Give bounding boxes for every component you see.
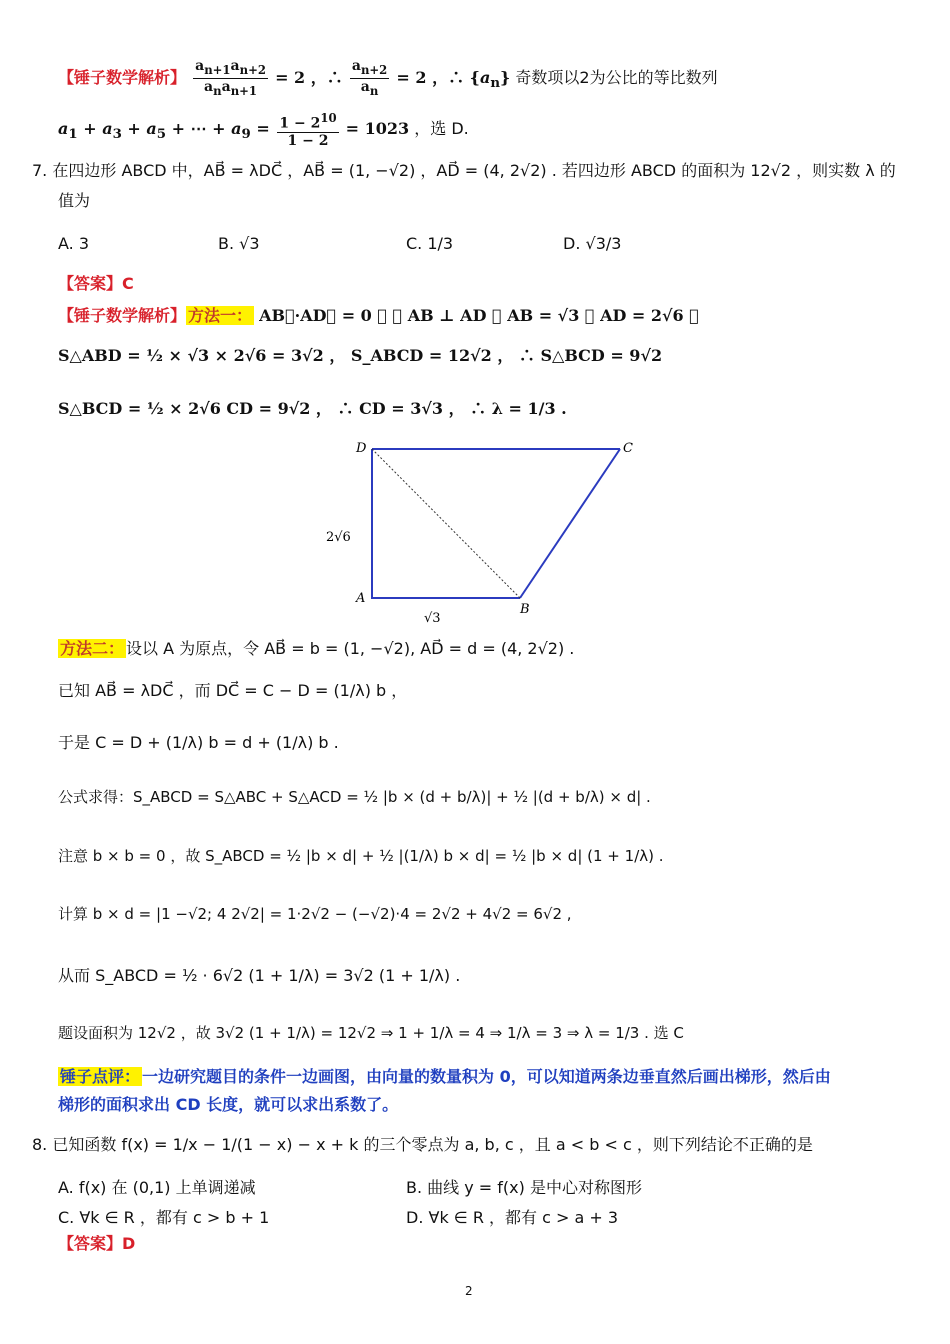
q7-option-c: C. 1/3 [406,234,454,253]
q7-method2-line6: 计算 b × d = |1 −√2; 4 2√2| = 1·2√2 − (−√2)·4 = 2√2 + 4√2 = 6√2 , [58,905,572,923]
label-a: A [356,591,366,606]
q7-method2-line1 [58,638,574,660]
q7-option-a: A. 3 [58,234,90,253]
diagonal-db [372,449,520,598]
q8-option-d: D. ∀k ∈ R ，都有 c > a + 3 [406,1208,619,1227]
q7-stem: 7. 在四边形 ABCD 中，AB⃗ = λDC⃗ ，AB⃗ = (1, −√2) ，AD⃗ = (4, 2√2) . 若四边形 ABCD 的面积为 12√2 ，则实数 λ 的 [32,161,896,180]
comment-label: 锤子点评： [60,1067,141,1086]
q8-option-b: B. 曲线 y = f(x) 是中心对称图形 [406,1178,642,1197]
q7-method2-line4: 公式求得：S_ABCD = S△ABC + S△ACD = ½ |b × (d + b/λ)| + ½ |(d + b/λ) × d| . [58,788,651,806]
m1-line1: AB⃗·AD⃗ = 0 ， ∴ AB ⊥ AD ， AB = √3 ， AD = 2√6 ， [259,306,699,325]
q7-comment-line1 [58,1066,831,1088]
q7-method2-line3: 于是 C = D + (1/λ) b = d + (1/λ) b . [58,733,339,752]
q7-method2-line8: 题设面积为 12√2 ，故 3√2 (1 + 1/λ) = 12√2 ⇒ 1 + 1/λ = 4 ⇒ 1/λ = 3 ⇒ λ = 1/3 . 选 C [58,1024,684,1042]
label-bottom-length: √3 [424,611,441,626]
page-number: 2 [465,1284,473,1298]
q7-method2-line2: 已知 AB⃗ = λDC⃗ ，而 DC⃗ = C − D = (1/λ) b ， [58,681,408,700]
q7-method2-line5: 注意 b × b = 0 ，故 S_ABCD = ½ |b × d| + ½ |(1/λ) b × d| = ½ |b × d| (1 + 1/λ) . [58,847,664,865]
label-left-length: 2√6 [326,530,351,545]
side-cb [520,449,620,598]
method2-label: 方法二： [60,639,125,658]
q7-method1-line2: S△ABD = ½ × √3 × 2√6 = 3√2 ， S_ABCD = 12√2 ， ∴ S△BCD = 9√2 [58,346,663,365]
solution-tag: 【锤子数学解析】 [58,306,187,325]
q7-stem-cont: 值为 [58,191,91,210]
q8-option-c: C. ∀k ∈ R ，都有 c > b + 1 [58,1208,270,1227]
label-d: D [356,441,367,456]
trapezoid-figure [320,436,650,626]
q7-method1-line3: S△BCD = ½ × 2√6 CD = 9√2 ， ∴ CD = 3√3 ， ∴ λ = 1/3 . [58,399,567,418]
q7-option-b: B. √3 [218,234,260,253]
label-c: C [623,441,633,456]
label-b: B [520,602,530,617]
prev-solution-line2: $a_1 + a_3 + a_5$ + ⋯ + $a_9$ = $\frac{1 - 2^{10}}{1 - 2}$ = 1023 ，选 D. [58,111,469,149]
q8-option-a: A. f(x) 在 (0,1) 上单调递减 [58,1178,256,1197]
method1-label: 方法一： [188,306,253,325]
solution-tag: 【锤子数学解析】 [58,67,187,87]
q8-stem: 8. 已知函数 f(x) = 1/x − 1/(1 − x) − x + k 的三个零点为 a, b, c ，且 a < b < c ，则下列结论不正确的是 [32,1135,813,1154]
prev-conclusion: 奇数项以2为公比的等比数列 [515,67,718,87]
m2-line1: 设以 A 为原点，令 AB⃗ = b = (1, −√2), AD⃗ = d = (4, 2√2) . [126,639,575,658]
prev-solution-line1: 【锤子数学解析】 $\frac{a_{n+1}a_{n+2}}{a_na_{n+1}}$ = 2 ，∴ $\frac{a_{n+2}}{a_n}$ = 2 ，∴ $\{a_n\}$ 奇数项以2为公比的等比数列 [58,58,718,98]
comment-text-1: 一边研究题目的条件一边画图，由向量的数量积为 0，可以知道两条边垂直然后画出梯形，然后由 [142,1067,831,1086]
q7-option-d: D. √3/3 [563,234,622,253]
q7-method2-line7: 从而 S_ABCD = ½ · 6√2 (1 + 1/λ) = 3√2 (1 + 1/λ) . [58,966,461,985]
q7-comment-line2: 梯形的面积求出 CD 长度，就可以求出系数了。 [58,1095,399,1114]
q7-method1-line1 [58,305,699,327]
q8-answer: 【答案】D [58,1234,136,1253]
q7-answer: 【答案】C [58,274,134,293]
